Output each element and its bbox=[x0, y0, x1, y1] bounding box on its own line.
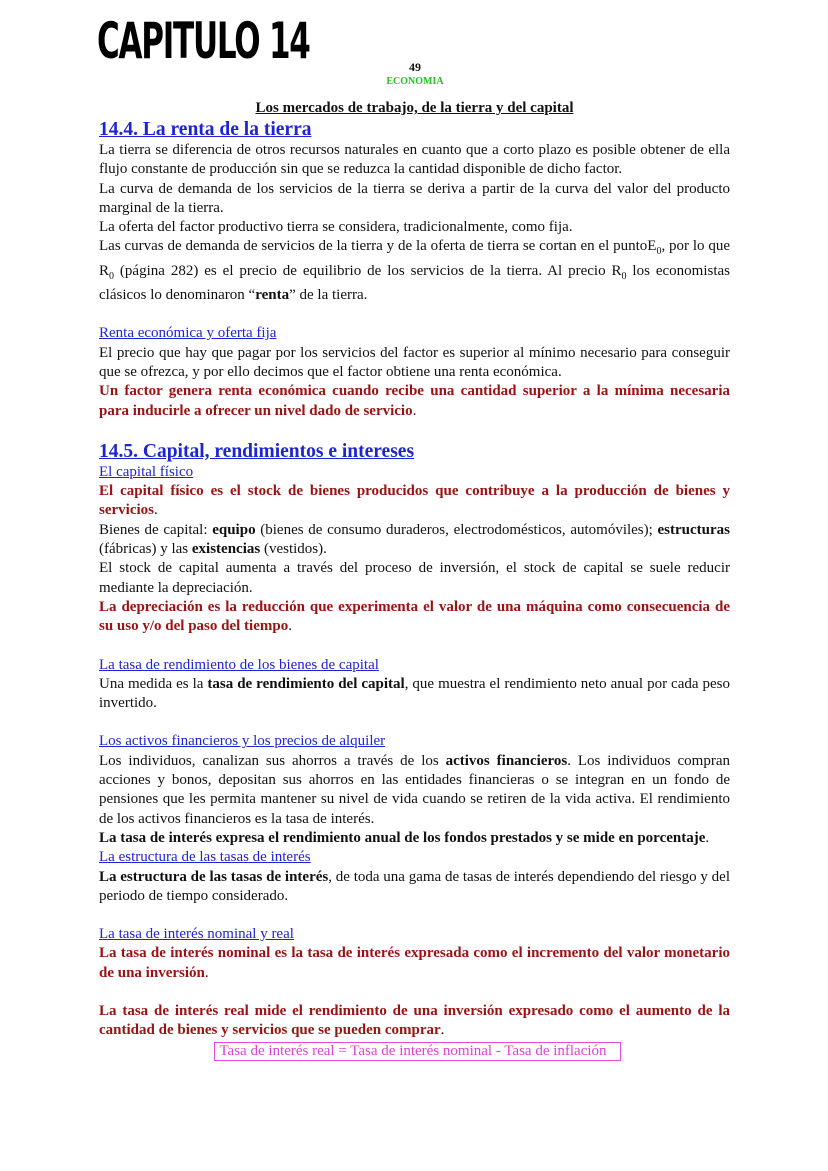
tasa-nominal-real-link[interactable]: La tasa de interés nominal y real bbox=[99, 926, 294, 943]
estructura-tasas-link[interactable]: La estructura de las tasas de interés bbox=[99, 849, 311, 866]
paragraph-bienes-capital: Bienes de capital: equipo (bienes de consumo duraderos, electrodomésticos, automóviles); estructuras (fábricas) y las existencias (vestidos). bbox=[99, 521, 730, 558]
chapter-title: CAPITULO 14 bbox=[97, 12, 310, 70]
definition-capital-fisico: El capital físico es el stock de bienes producidos que contribuye a la producción de bienes y servicios. bbox=[99, 483, 730, 519]
section-14-5-heading: 14.5. Capital, rendimientos e intereses bbox=[99, 440, 415, 462]
symbol-r: R bbox=[99, 262, 110, 279]
activos-financieros-link[interactable]: Los activos financieros y los precios de alquiler bbox=[99, 733, 386, 750]
page-subtitle: Los mercados de trabajo, de la tierra y del capital bbox=[255, 100, 574, 116]
paragraph-tasa-rendimiento: Una medida es la tasa de rendimiento del capital, que muestra el rendimiento neto anual por cada peso invertido. bbox=[99, 675, 730, 712]
section-label: ECONOMIA bbox=[386, 76, 444, 87]
term-renta: renta bbox=[255, 287, 290, 304]
definition-tasa-interes: La tasa de interés expresa el rendimiento anual de los fondos prestados y se mide en porcentaje. bbox=[99, 829, 710, 846]
page-content bbox=[99, 99, 730, 1061]
paragraph-renta-economica: El precio que hay que pagar por los servicios del factor es superior al mínimo necesario para conseguir que se ofrezca, y por ello decimos que el factor obtiene una renta económica. bbox=[99, 344, 730, 380]
paragraph-estructura-tasas: La estructura de las tasas de interés, de toda una gama de tasas de interés dependiendo del riesgo y del periodo de tiempo considerado. bbox=[99, 868, 731, 904]
capital-fisico-link[interactable]: El capital físico bbox=[99, 463, 194, 480]
paragraph-stock-capital: El stock de capital aumenta a través del proceso de inversión, el stock de capital se suele reducir mediante la depreciación. bbox=[99, 560, 730, 596]
symbol-r2: R bbox=[611, 262, 622, 279]
formula-tasa-real-box: Tasa de interés real = Tasa de interés nominal - Tasa de inflación bbox=[214, 1042, 620, 1061]
renta-economica-link[interactable]: Renta económica y oferta fija bbox=[99, 325, 277, 342]
tasa-rendimiento-link[interactable]: La tasa de rendimiento de los bienes de capital bbox=[99, 656, 379, 673]
section-14-4-heading: 14.4. La renta de la tierra bbox=[99, 119, 312, 140]
page-number: 49 bbox=[409, 60, 421, 74]
paragraph-tierra-flujo: La tierra se diferencia de otros recursos naturales en cuanto que a corto plazo es posible obtener de ella flujo constante de producción sin que se reduzca la cantidad disponible de dicho factor. bbox=[99, 142, 730, 178]
definition-tasa-real: La tasa de interés real mide el rendimiento de una inversión expresado como el aumento de la cantidad de bienes y servicios que se pueden comprar. bbox=[99, 1002, 730, 1039]
paragraph-activos-financieros: Los individuos, canalizan sus ahorros a través de los activos financieros. Los individuos compran acciones y bonos, depositan sus ahorros en las entidades financieras o se integran en un fondo de pensiones que les permita mantener su nivel de vida cuando se retiren de la vida activa. El rendimiento de los activos financieros es la tasa de interés. bbox=[99, 752, 730, 827]
symbol-e: E bbox=[647, 238, 657, 255]
definition-renta-economica: Un factor genera renta económica cuando recibe una cantidad superior a la mínima necesaria para inducirle a ofrecer un nivel dado de servicio. bbox=[99, 383, 730, 419]
paragraph-curva-demanda: La curva de demanda de los servicios de la tierra se deriva a partir de la curva del valor del producto marginal de la tierra. bbox=[99, 180, 730, 216]
definition-tasa-nominal: La tasa de interés nominal es la tasa de interés expresada como el incremento del valor monetario de una inversión. bbox=[99, 945, 730, 981]
paragraph-oferta-fija: La oferta del factor productivo tierra se considera, tradicionalmente, como fija. bbox=[99, 219, 573, 236]
definition-depreciacion: La depreciación es la reducción que experimenta el valor de una máquina como consecuencia de su uso y/o del paso del tiempo. bbox=[99, 598, 730, 635]
paragraph-equilibrio: Las curvas de demanda de servicios de la tierra y de la oferta de tierra se cortan en el puntoE$_0$, por lo que $R_0$ (página 282) es el precio de equilibrio de los servicios de la tierra. Al precio $R_0$ los economistas clásicos lo denominaron “renta” de la tierra. bbox=[99, 238, 730, 304]
